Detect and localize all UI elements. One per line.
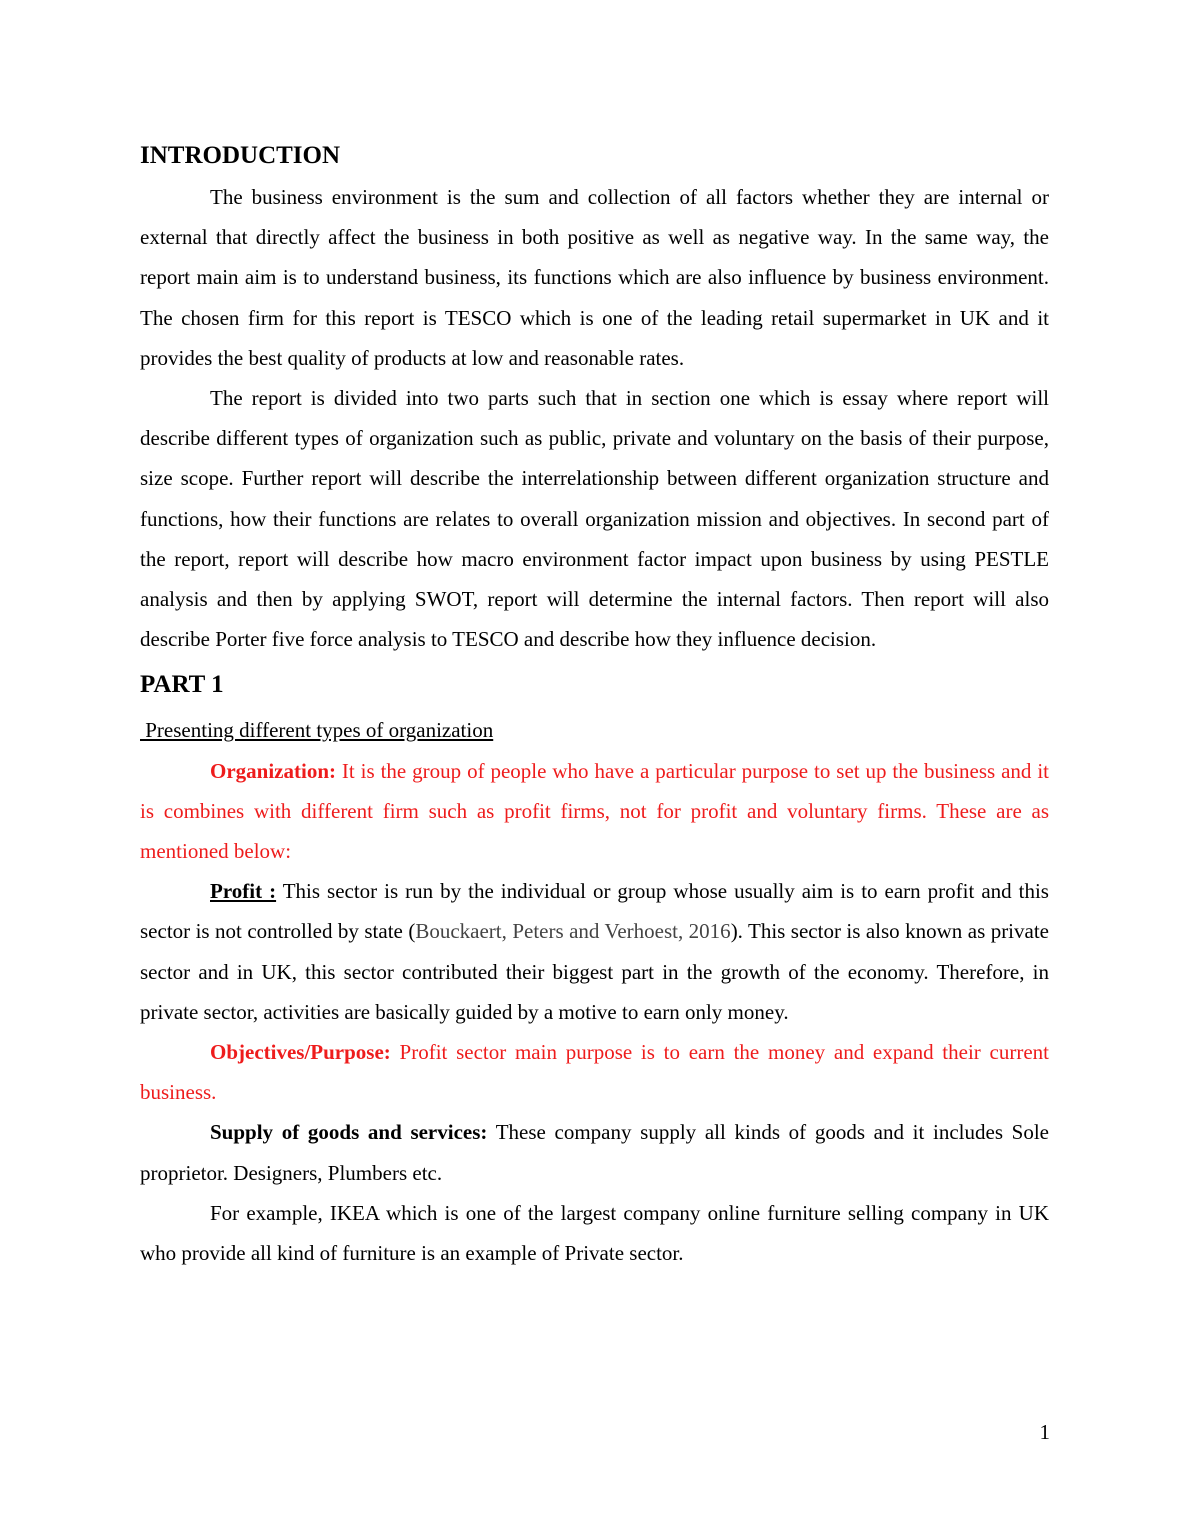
objectives-paragraph xyxy=(140,1032,1049,1112)
part1-heading: PART 1 xyxy=(140,671,224,699)
profit-paragraph xyxy=(140,871,1049,1032)
supply-paragraph xyxy=(140,1112,1049,1192)
introduction-heading: INTRODUCTION xyxy=(140,142,341,169)
profit-text-before: This sector is run by the individual or group whose usually aim is to earn profit and this sector is not controlled by state ( xyxy=(140,879,1049,944)
page-number: 1 xyxy=(1039,1420,1050,1444)
document-page xyxy=(140,138,1049,1273)
objectives-text: Profit sector main purpose is to earn the money and expand their current business. xyxy=(140,1040,1049,1105)
organization-paragraph xyxy=(140,751,1049,872)
introduction-paragraph-2: The report is divided into two parts such that in section one which is essay where report will describe different types of organization such as public, private and voluntary on the basis of their purpose, size scope. Further report will describe the interrelationship between different organization structure and functions, how their functions are relates to overall organization mission and objectives. In second part of the report, report will describe how macro environment factor impact upon business by using PESTLE analysis and then by applying SWOT, report will determine the internal factors. Then report will also describe Porter five force analysis to TESCO and describe how they influence decision. xyxy=(140,386,1049,652)
introduction-paragraph-1: The business environment is the sum and collection of all factors whether they are internal or external that directly affect the business in both positive as well as negative way. In the same way, the report main aim is to understand business, its functions which are also influence by business environment. The chosen firm for this report is TESCO which is one of the leading retail supermarket in UK and it provides the best quality of products at low and reasonable rates. xyxy=(140,185,1049,370)
organization-text: It is the group of people who have a particular purpose to set up the business and it is combines with different firm such as profit firms, not for profit and voluntary firms. These are as mentioned below: xyxy=(140,758,1049,864)
profit-label: Profit : xyxy=(210,879,277,904)
example-paragraph: For example, IKEA which is one of the largest company online furniture selling company in UK who provide all kind of furniture is an example of Private sector. xyxy=(140,1200,1049,1266)
supply-label: Supply of goods and services: xyxy=(210,1120,488,1145)
organization-label: Organization: xyxy=(210,758,336,783)
part1-subheading: Presenting different types of organization xyxy=(140,718,494,743)
objectives-label: Objectives/Purpose: xyxy=(210,1040,391,1065)
profit-text-after: ). This sector is also known as private sector and in UK, this sector contributed their biggest part in the growth of the economy. Therefore, in private sector, activities are basically guided by a motive to earn only money. xyxy=(140,919,1049,1024)
supply-text: These company supply all kinds of goods and it includes Sole proprietor. Designers, Plumbers etc. xyxy=(140,1120,1049,1185)
profit-citation: Bouckaert, Peters and Verhoest, 2016 xyxy=(415,919,731,944)
